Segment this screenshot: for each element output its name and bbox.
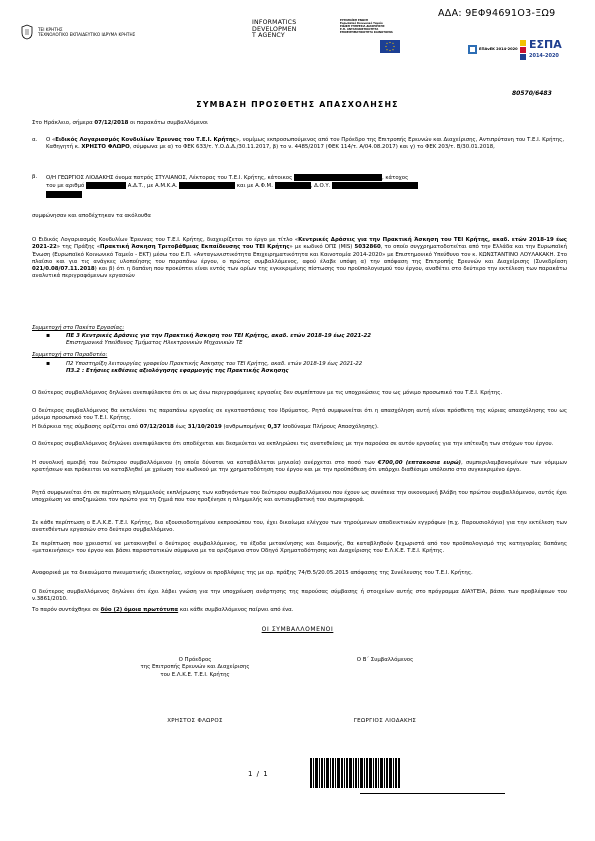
deliverable-heading: Συμμετοχή στο Παραδοτέο: [32,352,108,358]
reference-number: 80570/6483 [512,90,552,97]
package-item: ΠΕ 3 Κεντρικές Δράσεις για την Πρακτική Άσκηση του ΤΕΙ Κρήτης, ακαδ. ετών 2018-19 έως 2021-22 Επιστημονικά Υπεύθυνος Τμήματος Ηλεκτρονικών Μηχανικών ΤΕ [66,333,372,347]
paragraph-duration: Η διάρκεια της σύμβασης ορίζεται από 07/12/2018 έως 31/10/2019 (ανθρωπομήνες 0,37 Ισοδύναμα Πλήρους Απασχόλησης). [32,424,379,430]
party-b-marker: β. [32,174,38,180]
package-heading: Συμμετοχή στο Πακέτο Εργασίας: [32,325,125,331]
espa-logo: ΕΣΠΑ 2014-2020 [520,38,570,62]
parties-heading: ΟΙ ΣΥΜΒΑΛΛΟΜΕΝΟΙ [261,626,334,633]
redacted-address [294,174,382,181]
signature-block-second-party: Ο Β΄ Συμβαλλόμενος [356,657,414,663]
paragraph-audit: Σε κάθε περίπτωση ο Ε.Λ.Κ.Ε. Τ.Ε.Ι. Κρήτης, δια εξουσιοδοτημένου εκπροσώπου του, έχει δικαίωμα ελέγχου των τηρούμενων αποδεικτικών εγγράφων (π.χ. Παρουσιολόγιο) για την εκτέλεση των ανατεθέντων εργασιών στο δεύτερο συμβαλλόμενο. [32,520,567,534]
signature-block-president: Ο Πρόεδρος της Επιτροπής Ερευνών και Διαχείρισης του Ε.Λ.Κ.Ε. Τ.Ε.Ι. Κρήτης [140,657,250,678]
paragraph-project: Ο Ειδικός Λογαριασμός Κονδυλίων Έρευνας του Τ.Ε.Ι. Κρήτης, διαχειρίζεται το έργο με τίτλο «Κεντρικές Δράσεις για την Πρακτική Άσκηση του ΤΕΙ Κρήτης, ακαδ. ετών 2018-19 έως 2021-22» της Πράξης «Πρακτική Άσκηση Τριτοβάθμιας Εκπαίδευσης του ΤΕΙ Κρήτης» με κωδικό ΟΠΣ (MIS) 5032860, το οποίο συγχρηματοδοτείται από την Ελλάδα και την Ευρωπαϊκή Ένωση (Ευρωπαϊκό Κοινωνικό Ταμείο - ΕΚΤ) μέσω του Ε.Π. «Ανταγωνιστικότητα Επιχειρηματικότητα και Καινοτομία 2014-2020» με Επιστημονικό Υπεύθυνο τον κ. ΚΩΝΣΤΑΝΤΙΝΟ ΛΟΥΛΑΚΑΚΗ. Στο πλαίσιο και για τις ανάγκες υλοποίησης του παραπάνω έργου, ο πρώτος συμβαλλόμενος, αφού έλαβε υπόψη α) την απόφαση της Επιτροπής Ερευνών και Διαχείρισης (Συνεδρίαση 021/0.08/07.11.2018) και β) ότι η δαπάνη που προκύπτει είναι εντός των ορίων της εγκεκριμένης πίστωσης του προϋπολογισμού του έργου, αναθέτει στο δεύτερο την εκτέλεση των παρακάτω αναλυτικά περιγραφόμενων εργασιών [32,237,567,280]
eu-flag-icon [380,40,400,53]
package-bullet: ▪ [46,332,51,339]
party-b-text: Ο/Η ΓΕΩΡΓΙΟΣ ΛΙΟΔΑΚΗΣ όνομα πατρός ΣΤΥΛΙΑΝΟΣ, Λέκτορας του Τ.Ε.Ι. Κρήτης, κάτοικος , κάτοχος του με αριθμό Α.Δ.Τ., με Α.Μ.Κ.Α. και με Α.Φ.Μ. , Δ.Ο.Υ. [46,174,567,199]
paragraph-travel: Σε περίπτωση που χρειαστεί να μετακινηθεί ο δεύτερος συμβαλλόμενος, τα έξοδα μετακίνησης και διαμονής, θα καταβληθούν ξεχωριστά από τον προϋπολογισμό της κατηγορίας δαπάνης «μετακινήσεις» του έργου και βάσει παραστατικών σύμφωνα με τα οριζόμενα στον Οδηγό Χρηματοδότησης και Διαχείρισης του Ε.Λ.Κ.Ε. Τ.Ε.Ι. Κρήτης. [32,541,567,555]
party-a-marker: α. [32,137,38,143]
redacted-amka [179,182,235,189]
redacted-id-number [86,182,126,189]
paragraph-copies: Το παρόν συντάχθηκε σε δύο (2) όμοια πρωτότυπα και κάθε συμβαλλόμενος παίρνει από ένα. [32,607,294,613]
signatory-name-president: ΧΡΗΣΤΟΣ ΦΛΩΡΟΣ [167,718,223,724]
university-name: ΤΕΙ ΚΡΗΤΗΣ ΤΕΧΝΟΛΟΓΙΚΟ ΕΚΠΑΙΔΕΥΤΙΚΟ ΙΔΡΥΜΑ ΚΡΗΤΗΣ [38,27,136,38]
page-number: 1 / 1 [248,770,269,778]
barcode-icon [310,758,400,788]
paragraph-liability: Ρητά συμφωνείται ότι σε περίπτωση πλημμελούς εκπλήρωσης των καθηκόντων του δεύτερου συμβαλλόμενου που έχουν ως συνέπεια την οικονομική βλάβη του πρώτου συμβαλλόμενου, αυτός έχει υποχρέωση να αποζημιώσει τον πρώτο για τη ζημιά που του προξένησε η πλημμελής και αντισυμβατική του συμπεριφορά. [32,490,567,504]
university-seal-icon [20,24,34,40]
deliverable-bullet: ▪ [46,360,51,367]
redacted-afm [275,182,311,189]
signatory-name-second-party: ΓΕΩΡΓΙΟΣ ΛΙΟΔΑΚΗΣ [353,718,417,724]
party-a-text: Ο «Ειδικός Λογαριασμός Κονδυλίων Έρευνας του Τ.Ε.Ι. Κρήτης», νομίμως εκπροσωπούμενος από τον Πρόεδρο της Επιτροπής Ερευνών και Διαχείρισης, Αντιπρύτανη του Τ.Ε.Ι. Κρήτης, Καθηγητή κ. ΧΡΗΣΤΟ ΦΛΩΡΟ, σύμφωνα με α) το ΦΕΚ 633/τ. Υ.Ο.Δ.Δ./30.11.2017, β) το ν. 4485/2017 (ΦΕΚ 114/τ. Α/04.08.2017) και γ) το ΦΕΚ 203/τ. Β/30.01.2018, [46,137,565,151]
paragraph-no-overlap: Ο δεύτερος συμβαλλόμενος δηλώνει ανεπιφύλακτα ότι οι ως άνω περιγραφόμενες εργασίες δεν συμπίπτουν με τις υποχρεώσεις του ως μόνιμο προσωπικό του Τ.Ε.Ι. Κρήτης. [32,390,503,396]
redacted-doy-continued [46,191,82,198]
eu-program-text: ΕΥΡΩΠΑΪΚΗ ΕΝΩΣΗ Ευρωπαϊκό Κοινωνικό Ταμείο ΕΙΔΙΚΗ ΥΠΗΡΕΣΙΑ ΔΙΑΧΕΙΡΙΣΗΣ Ε.Π. ΑΝΤΑΓΩΝΙΣΤΙΚΟΤΗΤΑ ΕΠΙΧΕΙΡΗΜΑΤΙΚΟΤΗΤΑ ΚΑΙΝΟΤΟΜΙΑ [340,19,393,34]
deliverable-item: Π2 Υποστηρίξη λειτουργίας γραφείου Πρακτικής Άσκησης του ΤΕΙ Κρήτης, ακαδ. ετών 2018-19 έως 2021-22 Π3.2 : Ετήσιες εκθέσεις αξιολόγησης εφαρμογής της Πρακτικής Άσκησης [66,361,363,375]
paragraph-payment: Η συνολική αμοιβή του δεύτερου συμβαλλόμενου (η οποία δύναται να καταβάλλεται μηνιαία) ανέρχεται στο ποσό των €700,00 (επτακοσια ευρώ), συμπεριλαμβανομένων των νόμιμων κρατήσεων και πρόκειται να καταβληθεί με χρέωση του κωδικού με την χρηματοδότηση του έργου και με την προϋπόθεση ότι υπάρχει διαθέσιμο υπόλοιπο στο συγκεκριμένο έργο. [32,460,568,474]
paragraph-acceptance: Ο δεύτερος συμβαλλόμενος δηλώνει ανεπιφύλακτα ότι αποδέχεται και δεσμεύεται να εκπληρώσει τις ανατεθείσες με την παρούσα σε αυτόν εργασίες για την επίτευξη των στόχων του έργου. [32,441,554,447]
epanek-logo: ΕΠΑνΕΚ 2014-2020 [468,44,516,58]
intro-line: Στο Ηράκλειο, σήμερα 07/12/2018 οι παρακάτω συμβαλλόμενοι [32,120,208,126]
ada-code: ΑΔΑ: 9ΕΦ94691Ο3-ΞΩ9 [438,8,556,19]
paragraph-location: Ο δεύτερος συμβαλλόμενος θα εκτελέσει τις παραπάνω εργασίες σε εγκαταστάσεις του Ιδρύματος. Ρητά συμφωνείται ότι η απασχόληση αυτή είναι πρόσθετη της κύριας απασχόλησης του ως μόνιμο προσωπικό του Τ.Ε.Ι. Κρήτης. [32,408,567,422]
paragraph-ip-rights: Αναφορικά με τα δικαιώματα πνευματικής ιδιοκτησίας, ισχύουν οι προβλέψεις της με αρ. πράξης 74/Θ.5/20.05.2015 απόφασης της Συνέλευσης του Τ.Ε.Ι. Κρήτης. [32,570,473,576]
footer-rule [360,793,505,794]
agreement-line: συμφώνησαν και αποδέχτηκαν τα ακόλουθα [32,213,151,219]
paragraph-diavgeia: Ο δεύτερος συμβαλλόμενος δηλώνει ότι έχει λάβει γνώση για την υποχρέωση ανάρτησης της παρούσας σύμβασης ή στοιχείων αυτής στο πρόγραμμα ΔΙΑΥΓΕΙΑ, βάσει των προβλέψεων του ν.3861/2010. [32,589,567,603]
redacted-doy [332,182,418,189]
document-title: ΣΥΜΒΑΣΗ ΠΡΟΣΘΕΤΗΣ ΑΠΑΣΧΟΛΗΣΗΣ [196,100,399,109]
infodev-logo: INFORMATICS DEVELOPMEN T AGENCY [252,19,297,39]
